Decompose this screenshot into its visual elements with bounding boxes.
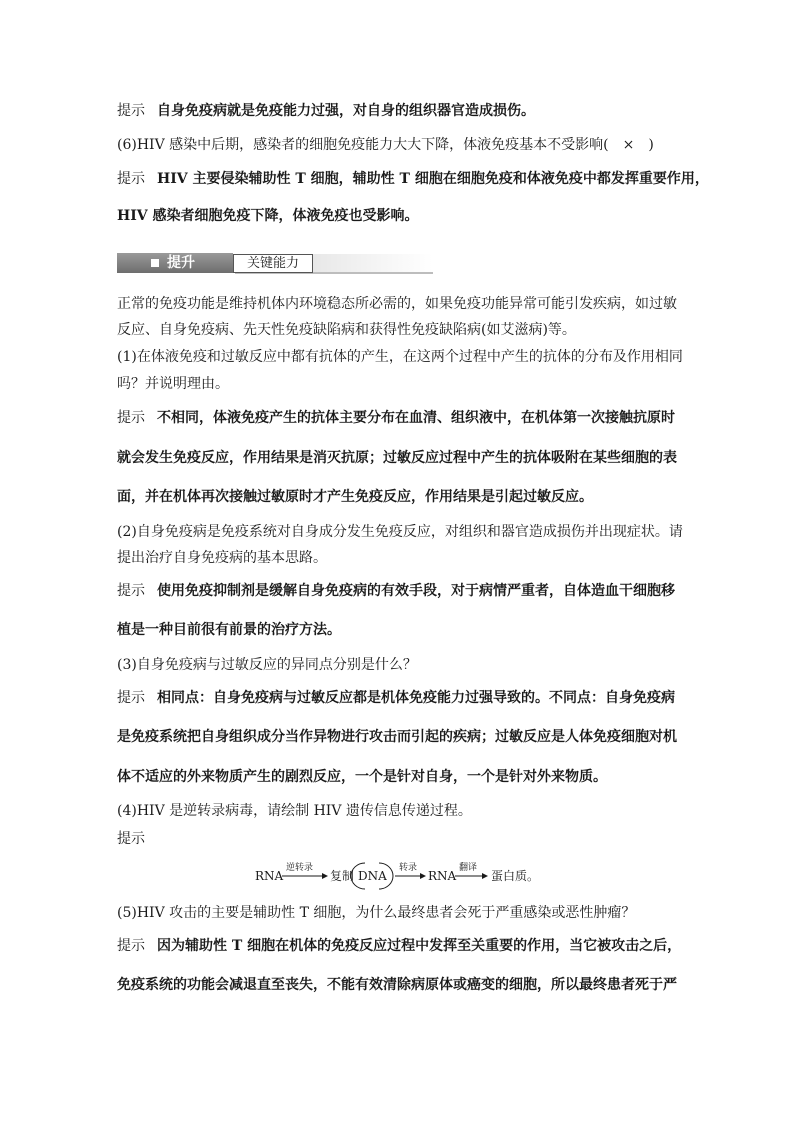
hint-label: 提示 (117, 171, 145, 187)
hint-label: 提示 (117, 938, 145, 954)
hint-text: 使用免疫抑制剂是缓解自身免疫病的有效手段，对于病情严重者，自体造血干细胞移 (157, 583, 675, 599)
transcription-label: 转录 (399, 863, 418, 873)
hint-text: 自身免疫病就是免疫能力过强，对自身的组织器官造成损伤。 (157, 103, 535, 119)
hint-1-line-1 (117, 408, 687, 428)
question-6: (6)HIV 感染中后期，感染者的细胞免疫能力大大下降，体液免疫基本不受影响( × ) (117, 137, 654, 153)
flow-diagram-svg (255, 858, 545, 894)
hint-label: 提示 (117, 583, 145, 599)
question-5: (5)HIV 攻击的主要是辅助性 T 细胞，为什么最终患者会死于严重感染或恶性肿瘤？ (117, 905, 636, 921)
rna-label-2: RNA (428, 869, 457, 883)
hint-label: 提示 (117, 103, 145, 119)
section-title: 提升 (167, 255, 195, 271)
hint-6-line-2: HIV 感染者细胞免疫下降，体液免疫也受影响。 (117, 208, 419, 224)
question-1-line-2: 吗？并说明理由。 (117, 376, 229, 392)
hint-3-line-3: 体不适应的外来物质产生的剧烈反应，一个是针对自身，一个是针对外来物质。 (117, 769, 607, 785)
question-4: (4)HIV 是逆转录病毒，请绘制 HIV 遗传信息传递过程。 (117, 803, 472, 819)
hint-text: 不相同，体液免疫产生的抗体主要分布在血清、组织液中，在机体第一次接触抗原时 (157, 410, 675, 426)
hint-1-line-2: 就会发生免疫反应，作用结果是消灭抗原；过敏反应过程中产生的抗体吸附在某些细胞的表 (117, 450, 677, 466)
reverse-transcription-label: 逆转录 (286, 863, 314, 873)
hint-line (117, 101, 687, 121)
question-2-line-1: (2)自身免疫病是免疫系统对自身成分发生免疫反应，对组织和器官造成损伤并出现症状。请 (117, 524, 683, 540)
hint-text: 因为辅助性 T 细胞在机体的免疫反应过程中发挥至关重要的作用，当它被攻击之后， (157, 938, 682, 954)
question-2-line-2: 提出治疗自身免疫病的基本思路。 (117, 550, 327, 566)
rna-label-1: RNA (255, 869, 284, 883)
intro-line-2: 反应、自身免疫病、先天性免疫缺陷病和获得性免疫缺陷病(如艾滋病)等。 (117, 322, 576, 338)
hint-5-line-2: 免疫系统的功能会减退直至丧失，不能有效清除病原体或癌变的细胞，所以最终患者死于严 (117, 977, 677, 993)
hint-label: 提示 (117, 690, 145, 706)
hint-2-line-1 (117, 581, 687, 601)
hint-3-line-1 (117, 688, 687, 708)
translation-label: 翻译 (459, 863, 478, 873)
hint-2-line-2: 植是一种目前很有前景的治疗方法。 (117, 622, 341, 638)
square-bullet-icon (151, 259, 159, 267)
dna-label: DNA (358, 869, 387, 883)
hint-5-line-1 (117, 936, 687, 956)
section-title-box (117, 253, 233, 273)
hint-6-line-1 (117, 169, 709, 189)
replication-label: 复制 (330, 869, 355, 883)
intro-line-1: 正常的免疫功能是维持机体内环境稳态所必需的，如果免疫功能异常可能引发疾病，如过敏 (117, 296, 677, 312)
hint-text: 相同点：自身免疫病与过敏反应都是机体免疫能力过强导致的。不同点：自身免疫病 (157, 690, 675, 706)
hint-4-label: 提示 (117, 831, 145, 847)
section-tag: 关键能力 (233, 254, 313, 273)
hiv-information-flow-diagram (255, 858, 545, 894)
question-1-line-1: (1)在体液免疫和过敏反应中都有抗体的产生，在这两个过程中产生的抗体的分布及作用相同 (117, 349, 683, 365)
protein-label: 蛋白质。 (491, 869, 540, 883)
question-3: (3)自身免疫病与过敏反应的异同点分别是什么？ (117, 657, 417, 673)
section-header (117, 253, 435, 275)
hint-label: 提示 (117, 410, 145, 426)
hint-3-line-2: 是免疫系统把自身组织成分当作异物进行攻击而引起的疾病；过敏反应是人体免疫细胞对机 (117, 729, 677, 745)
hint-text: HIV 主要侵染辅助性 T 细胞，辅助性 T 细胞在细胞免疫和体液免疫中都发挥重要作用， (157, 171, 709, 187)
hint-1-line-3: 面，并在机体再次接触过敏原时才产生免疫反应，作用结果是引起过敏反应。 (117, 489, 593, 505)
